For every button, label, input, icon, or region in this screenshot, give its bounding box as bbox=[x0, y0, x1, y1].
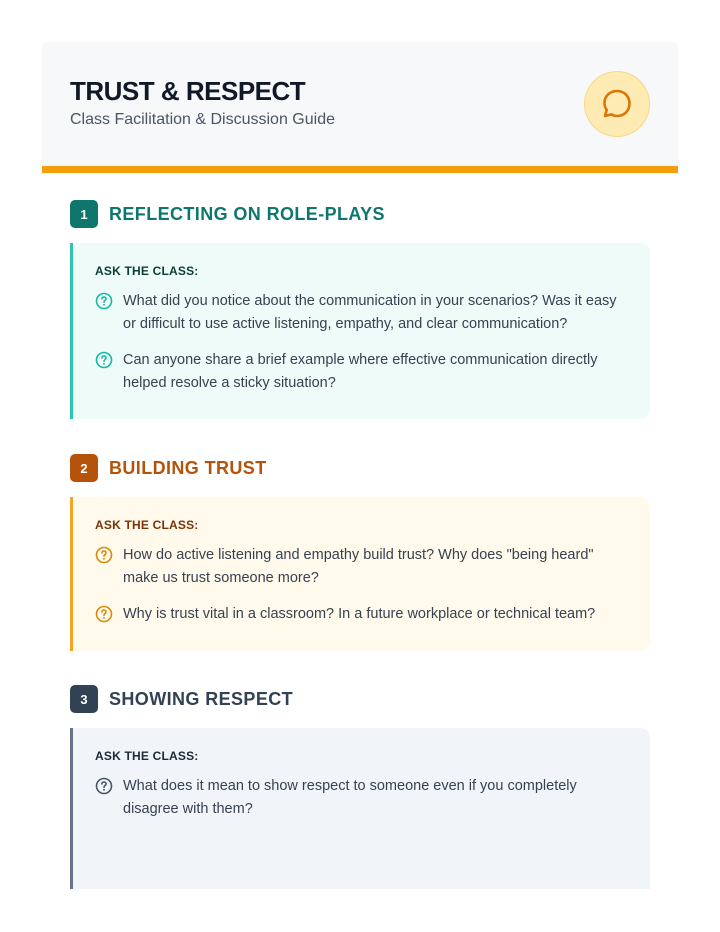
section-reflecting bbox=[70, 199, 650, 419]
page-title: TRUST & RESPECT bbox=[70, 76, 306, 106]
question-card bbox=[70, 243, 650, 419]
question-item bbox=[95, 349, 628, 395]
ask-label: ASK THE CLASS: bbox=[95, 749, 199, 763]
question-circle-icon bbox=[95, 546, 113, 564]
question-circle-icon bbox=[95, 605, 113, 623]
header bbox=[42, 42, 678, 173]
section-number: 3 bbox=[70, 685, 98, 713]
section-title: SHOWING RESPECT bbox=[109, 688, 294, 709]
question-text: What does it mean to show respect to someone even if you completely disagree with them? bbox=[123, 778, 577, 817]
question-text: How do active listening and empathy build trust? Why does "being heard" make us trust someone more? bbox=[123, 547, 594, 586]
chat-bubble-icon bbox=[584, 71, 650, 137]
section-number: 1 bbox=[70, 200, 98, 228]
section-title: BUILDING TRUST bbox=[109, 457, 267, 478]
question-text: Why is trust vital in a classroom? In a future workplace or technical team? bbox=[123, 606, 596, 622]
section-showing-respect bbox=[70, 684, 650, 889]
ask-label: ASK THE CLASS: bbox=[95, 518, 199, 532]
question-card bbox=[70, 728, 650, 889]
section-number: 2 bbox=[70, 454, 98, 482]
question-item bbox=[95, 775, 628, 821]
question-item bbox=[95, 603, 628, 626]
question-circle-icon bbox=[95, 292, 113, 310]
section-title: REFLECTING ON ROLE-PLAYS bbox=[109, 203, 385, 224]
ask-label: ASK THE CLASS: bbox=[95, 264, 199, 278]
guide-page bbox=[42, 42, 678, 817]
question-circle-icon bbox=[95, 351, 113, 369]
page-subtitle: Class Facilitation & Discussion Guide bbox=[70, 111, 335, 128]
question-card bbox=[70, 497, 650, 651]
question-item bbox=[95, 290, 628, 336]
question-text: Can anyone share a brief example where effective communication directly helped resolve a sticky situation? bbox=[123, 352, 598, 391]
question-circle-icon bbox=[95, 777, 113, 795]
question-text: What did you notice about the communication in your scenarios? Was it easy or difficult to use active listening, empathy, and clear communication? bbox=[123, 293, 617, 332]
question-item bbox=[95, 544, 628, 590]
section-building-trust bbox=[70, 453, 650, 651]
